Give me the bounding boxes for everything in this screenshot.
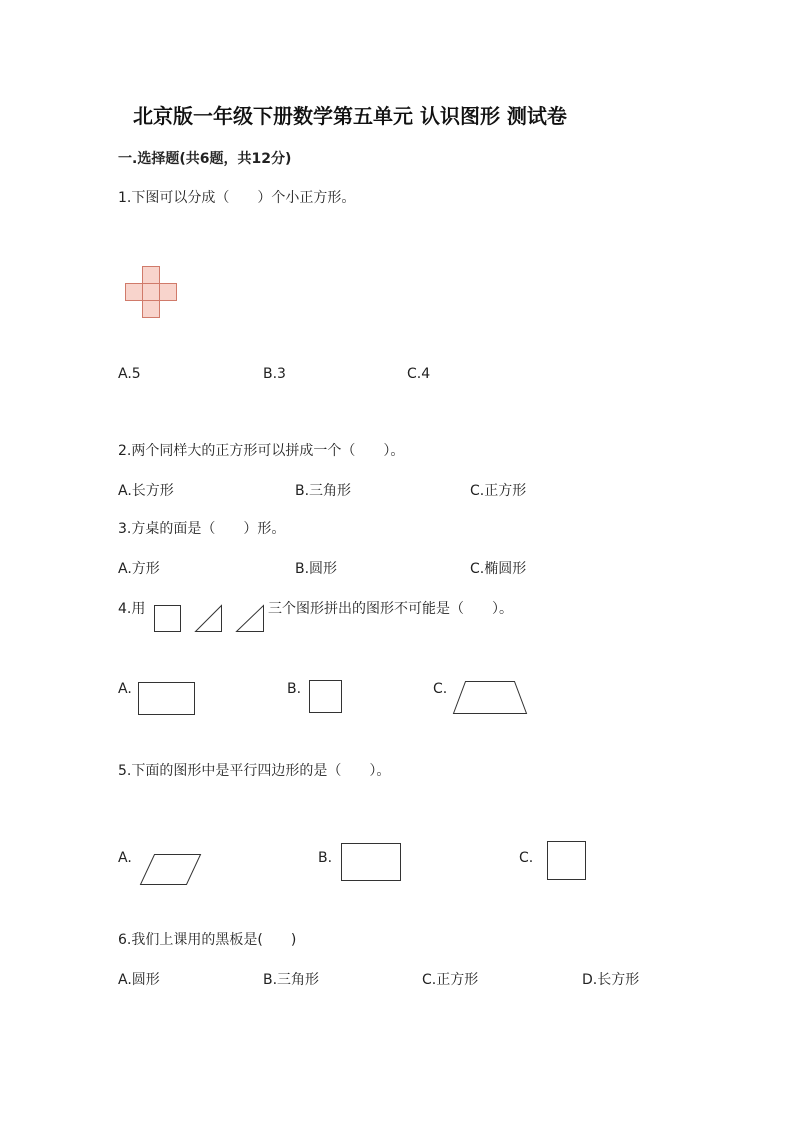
question-4-stem-end: 三个图形拼出的图形不可能是（ ）。 [268, 601, 513, 617]
q5-option-a[interactable]: A. [118, 850, 132, 866]
q5-option-b-rectangle [341, 843, 403, 883]
question-3-stem: 3.方桌的面是（ ）形。 [118, 521, 286, 537]
q4-option-c-trapezoid [453, 681, 528, 715]
cross-shape-figure [125, 266, 179, 320]
q4-option-c[interactable]: C. [433, 681, 448, 697]
q4-option-a-rectangle [138, 682, 196, 716]
q6-option-d[interactable]: D.长方形 [582, 972, 640, 988]
q3-option-b[interactable]: B.圆形 [295, 561, 338, 577]
q2-option-c[interactable]: C.正方形 [470, 483, 527, 499]
q2-option-a[interactable]: A.长方形 [118, 483, 174, 499]
q4-triangle-piece-1 [196, 606, 222, 632]
q4-pieces-figure [150, 603, 270, 635]
cross-square-right [160, 284, 177, 301]
q2-option-b[interactable]: B.三角形 [295, 483, 352, 499]
q4-square-piece [155, 606, 181, 632]
question-1-stem: 1.下图可以分成（ ）个小正方形。 [118, 190, 356, 206]
q4-option-a[interactable]: A. [118, 681, 132, 697]
question-6-stem: 6.我们上课用的黑板是( ) [118, 932, 297, 948]
section-heading: 一.选择题(共6题，共12分) [118, 151, 292, 167]
question-4-stem-start: 4.用 [118, 601, 146, 617]
q1-option-b[interactable]: B.3 [263, 366, 286, 382]
question-5-stem: 5.下面的图形中是平行四边形的是（ ）。 [118, 763, 391, 779]
cross-square-left [126, 284, 143, 301]
q5-option-c-square [547, 841, 587, 881]
q5-option-a-parallelogram [140, 854, 202, 886]
cross-square-bottom [143, 301, 160, 318]
q4-option-b-square [309, 680, 343, 714]
page-title: 北京版一年级下册数学第五单元 认识图形 测试卷 [133, 104, 567, 128]
cross-square-top [143, 267, 160, 284]
cross-square-center [143, 284, 160, 301]
q5-option-c[interactable]: C. [519, 850, 534, 866]
q1-option-c[interactable]: C.4 [407, 366, 431, 382]
q6-option-a[interactable]: A.圆形 [118, 972, 160, 988]
q6-option-c[interactable]: C.正方形 [422, 972, 479, 988]
q6-option-b[interactable]: B.三角形 [263, 972, 320, 988]
q4-triangle-piece-2 [237, 606, 264, 632]
q1-option-a[interactable]: A.5 [118, 366, 141, 382]
q4-option-b[interactable]: B. [287, 681, 302, 697]
q3-option-a[interactable]: A.方形 [118, 561, 160, 577]
question-2-stem: 2.两个同样大的正方形可以拼成一个（ ）。 [118, 443, 405, 459]
q3-option-c[interactable]: C.椭圆形 [470, 561, 527, 577]
q5-option-b[interactable]: B. [318, 850, 333, 866]
